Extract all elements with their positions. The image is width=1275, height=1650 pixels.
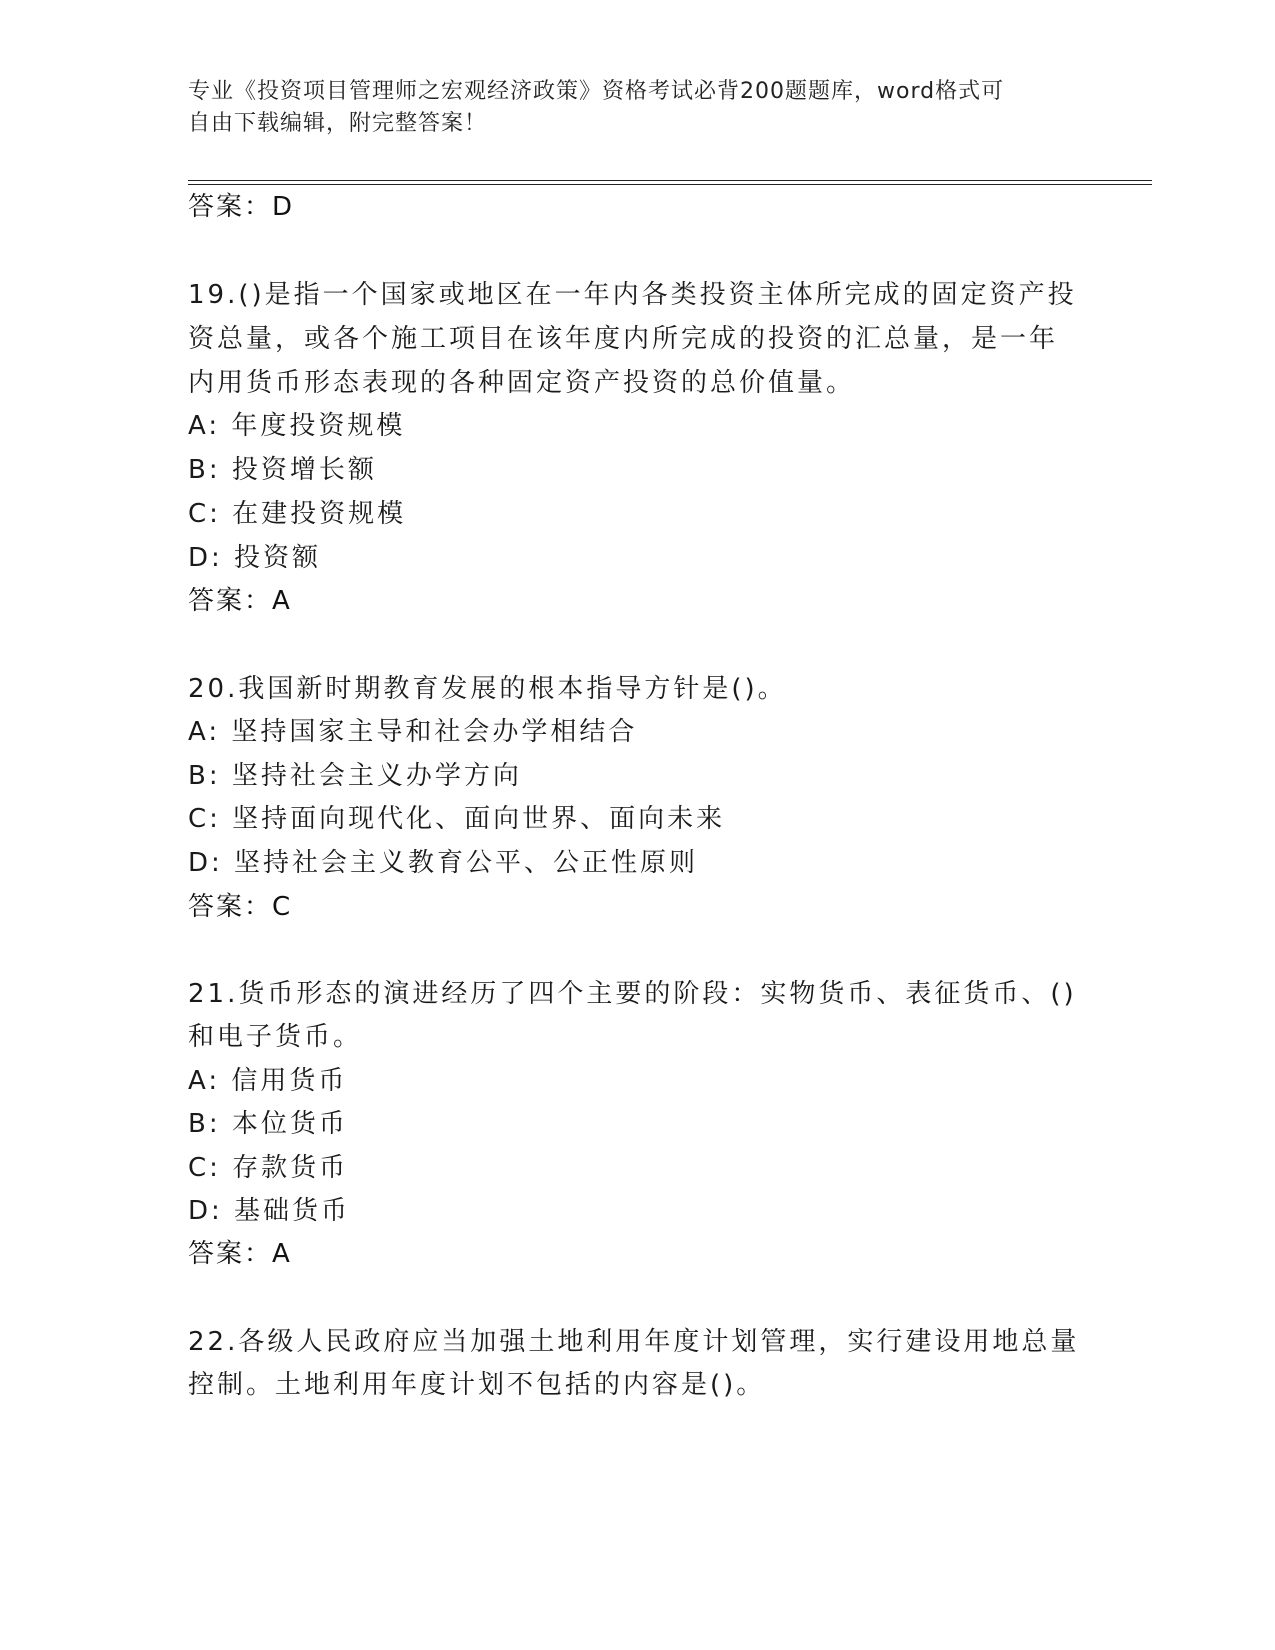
question-21-answer: 答案：A (188, 1239, 292, 1269)
question-21-option-d: D: 基础货币 (188, 1196, 351, 1226)
question-21-option-c: C: 存款货币 (188, 1153, 349, 1183)
question-21-line-2: 和电子货币。 (188, 1022, 363, 1052)
page-header (188, 76, 1088, 140)
header-rule-top (188, 180, 1152, 181)
question-19-line-2: 资总量，或各个施工项目在该年度内所完成的投资的汇总量，是一年 (188, 324, 1059, 354)
previous-answer: 答案：D (188, 192, 295, 222)
header-rule-bottom (188, 184, 1152, 185)
question-20-option-b: B: 坚持社会主义办学方向 (188, 761, 522, 791)
question-20-option-d: D: 坚持社会主义教育公平、公正性原则 (188, 848, 699, 878)
question-20-option-a: A: 坚持国家主导和社会办学相结合 (188, 717, 638, 747)
question-19-answer: 答案：A (188, 586, 292, 616)
question-19-line-3: 内用货币形态表现的各种固定资产投资的总价值量。 (188, 368, 856, 398)
question-20-option-c: C: 坚持面向现代化、面向世界、面向未来 (188, 804, 726, 834)
question-19-option-d: D: 投资额 (188, 543, 322, 573)
question-21-option-a: A: 信用货币 (188, 1066, 348, 1096)
question-22-line-2: 控制。土地利用年度计划不包括的内容是()。 (188, 1370, 766, 1400)
question-21-option-b: B: 本位货币 (188, 1109, 348, 1139)
question-19-option-b: B: 投资增长额 (188, 455, 377, 485)
question-20-answer: 答案：C (188, 892, 293, 922)
question-19-option-c: C: 在建投资规模 (188, 499, 407, 529)
header-line-2: 自由下载编辑，附完整答案！ (188, 111, 488, 136)
question-19-line-1: 19.()是指一个国家或地区在一年内各类投资主体所完成的固定资产投 (188, 280, 1077, 310)
header-line-1: 专业《投资项目管理师之宏观经济政策》资格考试必背200题题库，word格式可 (188, 79, 1005, 104)
question-20-line-1: 20.我国新时期教育发展的根本指导方针是()。 (188, 674, 787, 704)
question-22-line-1: 22.各级人民政府应当加强土地利用年度计划管理，实行建设用地总量 (188, 1327, 1080, 1357)
question-19-option-a: A: 年度投资规模 (188, 411, 406, 441)
question-21-line-1: 21.货币形态的演进经历了四个主要的阶段：实物货币、表征货币、() (188, 979, 1077, 1009)
